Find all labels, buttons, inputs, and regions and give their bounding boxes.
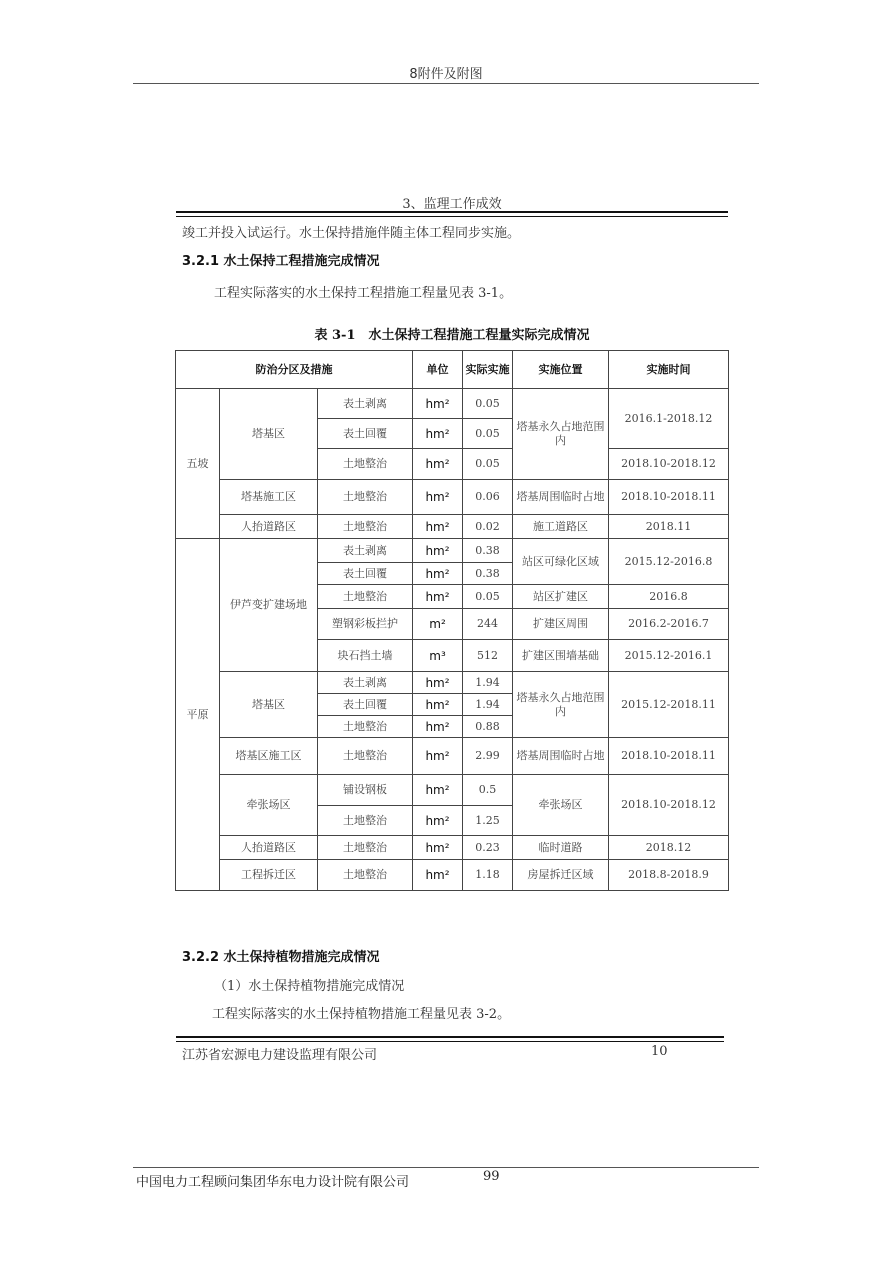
unit-cell: hm² (413, 775, 463, 806)
zone-cell: 人抬道路区 (220, 515, 318, 539)
measure-cell: 土地整治 (318, 716, 413, 738)
unit-cell: hm² (413, 563, 463, 585)
time-cell: 2016.2-2016.7 (609, 609, 729, 640)
inner-footer-rule-thin (176, 1041, 724, 1042)
time-cell: 2015.12-2018.11 (609, 672, 729, 738)
unit-cell: hm² (413, 419, 463, 449)
measure-cell: 塑钢彩板拦护 (318, 609, 413, 640)
table-row (176, 672, 729, 694)
amount-cell: 0.23 (463, 836, 513, 860)
zone-cell: 伊芦变扩建场地 (220, 539, 318, 672)
unit-cell: hm² (413, 672, 463, 694)
amount-cell: 1.25 (463, 806, 513, 836)
unit-cell: hm² (413, 480, 463, 515)
time-cell: 2018.10-2018.11 (609, 480, 729, 515)
amount-cell: 2.99 (463, 738, 513, 775)
unit-cell: m² (413, 609, 463, 640)
amount-cell: 1.18 (463, 860, 513, 891)
measure-cell: 土地整治 (318, 480, 413, 515)
amount-cell: 0.05 (463, 449, 513, 480)
amount-cell: 0.05 (463, 389, 513, 419)
amount-cell: 0.02 (463, 515, 513, 539)
table-header-row (176, 351, 729, 389)
time-cell: 2015.12-2016.8 (609, 539, 729, 585)
table-row (176, 389, 729, 419)
unit-cell: hm² (413, 836, 463, 860)
measure-cell: 块石挡土墙 (318, 640, 413, 672)
paragraph: 工程实际落实的水土保持工程措施工程量见表 3-1。 (214, 286, 513, 301)
location-cell: 牵张场区 (513, 775, 609, 836)
measure-cell: 土地整治 (318, 860, 413, 891)
zone-cell: 工程拆迁区 (220, 860, 318, 891)
inner-footer-company: 江苏省宏源电力建设监理有限公司 (182, 1048, 378, 1063)
zone-cell: 塔基施工区 (220, 480, 318, 515)
measure-cell: 土地整治 (318, 738, 413, 775)
group-cell: 五坡 (176, 389, 220, 539)
document-header: 8附件及附图 (409, 67, 483, 82)
amount-cell: 1.94 (463, 694, 513, 716)
measure-cell: 土地整治 (318, 806, 413, 836)
amount-cell: 244 (463, 609, 513, 640)
unit-cell: hm² (413, 449, 463, 480)
unit-cell: hm² (413, 716, 463, 738)
location-cell: 扩建区周围 (513, 609, 609, 640)
table-title: 表 3-1 水土保持工程措施工程量实际完成情况 (314, 328, 590, 343)
table-row (176, 860, 729, 891)
page-number: 99 (483, 1169, 500, 1184)
time-cell: 2018.10-2018.11 (609, 738, 729, 775)
time-cell: 2018.12 (609, 836, 729, 860)
measure-cell: 铺设钢板 (318, 775, 413, 806)
table-row (176, 775, 729, 806)
unit-cell: hm² (413, 585, 463, 609)
unit-cell: hm² (413, 806, 463, 836)
zone-cell: 塔基区 (220, 672, 318, 738)
time-cell: 2016.1-2018.12 (609, 389, 729, 449)
unit-cell: hm² (413, 539, 463, 563)
location-cell: 塔基周围临时占地 (513, 738, 609, 775)
location-cell: 站区扩建区 (513, 585, 609, 609)
table-row (176, 539, 729, 563)
amount-cell: 0.88 (463, 716, 513, 738)
paragraph: 竣工并投入试运行。水土保持措施伴随主体工程同步实施。 (182, 226, 521, 241)
inner-footer-rule-thick (176, 1036, 724, 1038)
amount-cell: 0.05 (463, 585, 513, 609)
zone-cell: 人抬道路区 (220, 836, 318, 860)
unit-cell: hm² (413, 860, 463, 891)
measure-cell: 表土剥离 (318, 389, 413, 419)
location-cell: 房屋拆迁区域 (513, 860, 609, 891)
location-cell: 临时道路 (513, 836, 609, 860)
header-unit: 单位 (413, 351, 463, 389)
header-time: 实施时间 (609, 351, 729, 389)
unit-cell: hm² (413, 515, 463, 539)
unit-cell: m³ (413, 640, 463, 672)
location-cell: 塔基永久占地范围内 (513, 389, 609, 480)
measure-cell: 表土剥离 (318, 539, 413, 563)
unit-cell: hm² (413, 694, 463, 716)
time-cell: 2018.11 (609, 515, 729, 539)
footer-company: 中国电力工程顾问集团华东电力设计院有限公司 (136, 1175, 410, 1190)
measure-cell: 表土回覆 (318, 563, 413, 585)
group-cell: 平原 (176, 539, 220, 891)
amount-cell: 1.94 (463, 672, 513, 694)
measure-cell: 土地整治 (318, 836, 413, 860)
section-heading: 3.2.1 水土保持工程措施完成情况 (182, 254, 380, 269)
time-cell: 2015.12-2016.1 (609, 640, 729, 672)
measure-cell: 土地整治 (318, 585, 413, 609)
header-rule (133, 83, 759, 84)
inner-page-header: 3、监理工作成效 (402, 197, 502, 212)
measure-cell: 表土回覆 (318, 694, 413, 716)
measure-cell: 表土回覆 (318, 419, 413, 449)
table-row (176, 515, 729, 539)
inner-header-rule-thick (176, 211, 728, 213)
table-row (176, 480, 729, 515)
measure-cell: 土地整治 (318, 449, 413, 480)
table-row (176, 738, 729, 775)
footer-rule (133, 1167, 759, 1168)
time-cell: 2018.10-2018.12 (609, 775, 729, 836)
header-location: 实施位置 (513, 351, 609, 389)
amount-cell: 512 (463, 640, 513, 672)
section-heading: 3.2.2 水土保持植物措施完成情况 (182, 950, 380, 965)
amount-cell: 0.38 (463, 563, 513, 585)
location-cell: 扩建区围墙基础 (513, 640, 609, 672)
measure-cell: 土地整治 (318, 515, 413, 539)
inner-header-rule-thin (176, 216, 728, 217)
header-zone: 防治分区及措施 (176, 351, 413, 389)
time-cell: 2018.10-2018.12 (609, 449, 729, 480)
paragraph: 工程实际落实的水土保持植物措施工程量见表 3-2。 (212, 1007, 511, 1022)
location-cell: 站区可绿化区域 (513, 539, 609, 585)
amount-cell: 0.5 (463, 775, 513, 806)
unit-cell: hm² (413, 738, 463, 775)
inner-footer-page-number: 10 (651, 1044, 668, 1059)
measure-cell: 表土剥离 (318, 672, 413, 694)
location-cell: 塔基永久占地范围内 (513, 672, 609, 738)
unit-cell: hm² (413, 389, 463, 419)
measures-table (175, 350, 729, 891)
zone-cell: 塔基区施工区 (220, 738, 318, 775)
location-cell: 施工道路区 (513, 515, 609, 539)
table-row (176, 836, 729, 860)
time-cell: 2016.8 (609, 585, 729, 609)
amount-cell: 0.05 (463, 419, 513, 449)
header-amount: 实际实施 (463, 351, 513, 389)
time-cell: 2018.8-2018.9 (609, 860, 729, 891)
amount-cell: 0.38 (463, 539, 513, 563)
amount-cell: 0.06 (463, 480, 513, 515)
zone-cell: 塔基区 (220, 389, 318, 480)
zone-cell: 牵张场区 (220, 775, 318, 836)
paragraph: （1）水土保持植物措施完成情况 (214, 979, 405, 994)
location-cell: 塔基周围临时占地 (513, 480, 609, 515)
